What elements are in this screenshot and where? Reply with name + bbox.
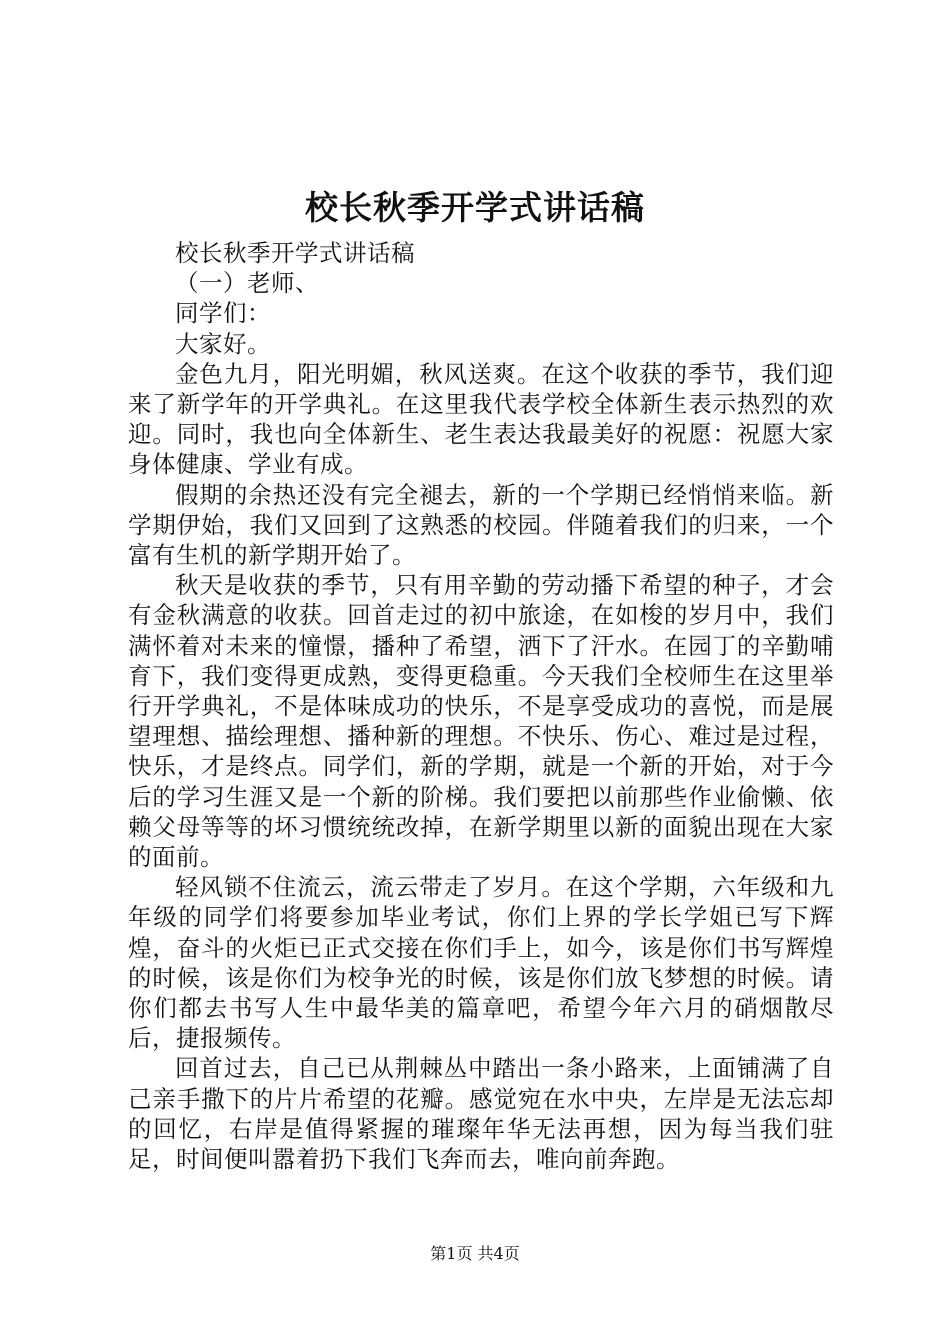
document-body (128, 238, 834, 1174)
paragraph-subtitle: 校长秋季开学式讲话稿 (175, 239, 415, 267)
paragraph: 秋天是收获的季节，只有用辛勤的劳动播下希望的种子，才会有金秋满意的收获。回首走过的初中旅途，在如梭的岁月中，我们满怀着对未来的憧憬，播种了希望，洒下了汗水。在园丁的辛勤哺育下，我们变得更成熟，变得更稳重。今天我们全校师生在这里举行开学典礼，不是体味成功的快乐，不是享受成功的喜悦，而是展望理想、描绘理想、播种新的理想。不快乐、伤心、难过是过程，快乐，才是终点。同学们，新的学期，就是一个新的开始，对于今后的学习生涯又是一个新的阶梯。我们要把以前那些作业偷懒、依赖父母等等的坏习惯统统改掉，在新学期里以新的面貌出现在大家的面前。 (128, 571, 834, 872)
paragraph-greeting: 大家好。 (175, 329, 271, 358)
document-title: 校长秋季开学式讲话稿 (305, 188, 645, 227)
page-footer: 第1页 共4页 (430, 1244, 520, 1263)
paragraph: 假期的余热还没有完全褪去，新的一个学期已经悄悄来临。新学期伊始，我们又回到了这熟悉的校园。伴随着我们的归来，一个富有生机的新学期开始了。 (128, 480, 834, 570)
paragraph-salutation-teachers: （一）老师、 (175, 269, 319, 298)
paragraph: 金色九月，阳光明媚，秋风送爽。在这个收获的季节，我们迎来了新学年的开学典礼。在这里我代表学校全体新生表示热烈的欢迎。同时，我也向全体新生、老生表达我最美好的祝愿：祝愿大家身体健康、学业有成。 (128, 359, 834, 479)
paragraph-salutation-students: 同学们： (175, 299, 271, 328)
paragraph: 回首过去，自己已从荆棘丛中踏出一条小路来，上面铺满了自己亲手撒下的片片希望的花瓣。感觉宛在水中央，左岸是无法忘却的回忆，右岸是值得紧握的璀璨年华无法再想，因为每当我们驻足，时间便叫嚣着扔下我们飞奔而去，唯向前奔跑。 (128, 1054, 834, 1174)
paragraph: 轻风锁不住流云，流云带走了岁月。在这个学期，六年级和九年级的同学们将要参加毕业考试，你们上界的学长学姐已写下辉煌，奋斗的火炬已正式交接在你们手上，如今，该是你们书写辉煌的时候，该是你们为校争光的时候，该是你们放飞梦想的时候。请你们都去书写人生中最华美的篇章吧，希望今年六月的硝烟散尽后，捷报频传。 (128, 873, 834, 1053)
